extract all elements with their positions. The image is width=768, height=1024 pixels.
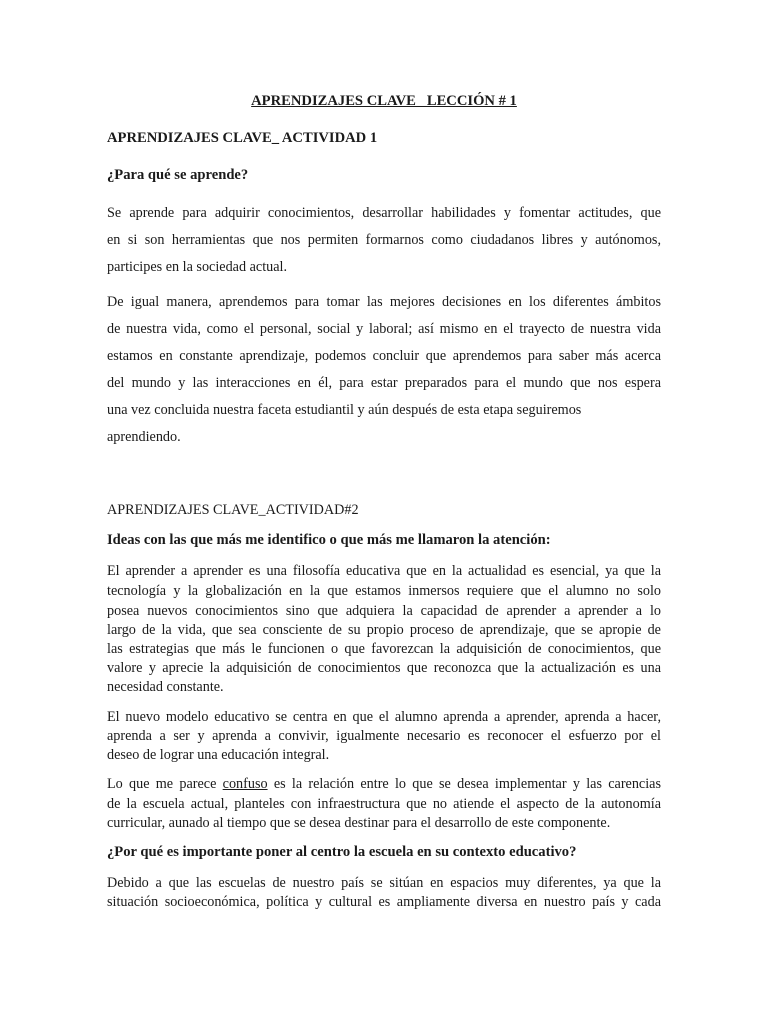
activity2-heading: APRENDIZAJES CLAVE_ACTIVIDAD#2 (107, 502, 359, 518)
activity2-p1-line: posea nuevos conocimientos sino que adquiera la capacidad de aprender a aprender a lo (107, 603, 661, 619)
document-title: APRENDIZAJES CLAVE LECCIÓN # 1 (251, 93, 517, 109)
activity2-p4-line: situación socioeconómica, política y cultural es ampliamente diversa en nuestro país y cada (107, 894, 661, 910)
activity2-p1-line: necesidad constante. (107, 679, 224, 695)
activity1-p2-line: aprendiendo. (107, 429, 181, 445)
activity1-p1-line: Se aprende para adquirir conocimientos, desarrollar habilidades y fomentar actitudes, que (107, 205, 661, 221)
activity2-p1-line: El aprender a aprender es una filosofía educativa que en la actualidad es esencial, ya que la (107, 563, 661, 579)
activity2-p1-line: tecnología y la globalización en la que estamos inmersos requiere que el alumno no solo (107, 583, 661, 599)
activity2-p1-line: largo de la vida, que sea consciente de su propio proceso de aprendizaje, que se apropie de (107, 622, 661, 638)
activity2-p4-line: Debido a que las escuelas de nuestro país se sitúan en espacios muy diferentes, ya que la (107, 875, 661, 891)
activity2-p1-line: las estrategias que más le funcionen o que favorezcan la adquisición de conocimientos, que (107, 641, 661, 657)
activity1-p2-line: estamos en constante aprendizaje, podemos concluir que aprendemos para saber más acerca (107, 348, 661, 364)
activity2-question: Ideas con las que más me identifico o que más me llamaron la atención: (107, 532, 551, 548)
activity1-p2-line: de nuestra vida, como el personal, social y laboral; así mismo en el trayecto de nuestra vida (107, 321, 661, 337)
activity1-p2-line: De igual manera, aprendemos para tomar las mejores decisiones en los diferentes ámbitos (107, 294, 661, 310)
p3-post: es la relación entre lo que se desea implementar y las carencias (267, 776, 661, 792)
activity2-p3-line: curricular, aunado al tiempo que se desea destinar para el desarrollo de este componente. (107, 815, 611, 831)
activity2-p3-line1 (107, 775, 661, 793)
p3-pre: Lo que me parece (107, 776, 223, 792)
activity1-p2-line: una vez concluida nuestra faceta estudiantil y aún después de esta etapa seguiremos (107, 402, 582, 418)
activity1-question: ¿Para qué se aprende? (107, 167, 249, 183)
activity2-p3-line: de la escuela actual, planteles con infraestructura que no atiende el aspecto de la autonomía (107, 796, 661, 812)
activity2-p1-line: valore y aprecie la adquisición de conocimientos que reconozca que la actualización es una (107, 660, 661, 676)
activity2-p2-line: El nuevo modelo educativo se centra en que el alumno aprenda a aprender, aprenda a hacer, (107, 709, 661, 725)
activity1-p1-line: en si son herramientas que nos permiten formarnos como ciudadanos libres y autónomos, (107, 232, 661, 248)
activity1-p2-line: del mundo y las interacciones en él, para estar preparados para el mundo que nos espera (107, 375, 661, 391)
p3-underlined-word: confuso (222, 776, 268, 792)
activity2-p2-line: aprenda a ser y aprenda a convivir, igualmente necesario es reconocer el esfuerzo por el (107, 728, 661, 744)
activity1-heading: APRENDIZAJES CLAVE_ ACTIVIDAD 1 (107, 130, 378, 146)
activity1-p1-line: participes en la sociedad actual. (107, 259, 288, 275)
activity2-p2-line: deseo de lograr una educación integral. (107, 747, 330, 763)
activity2-question2: ¿Por qué es importante poner al centro la escuela en su contexto educativo? (107, 844, 577, 860)
